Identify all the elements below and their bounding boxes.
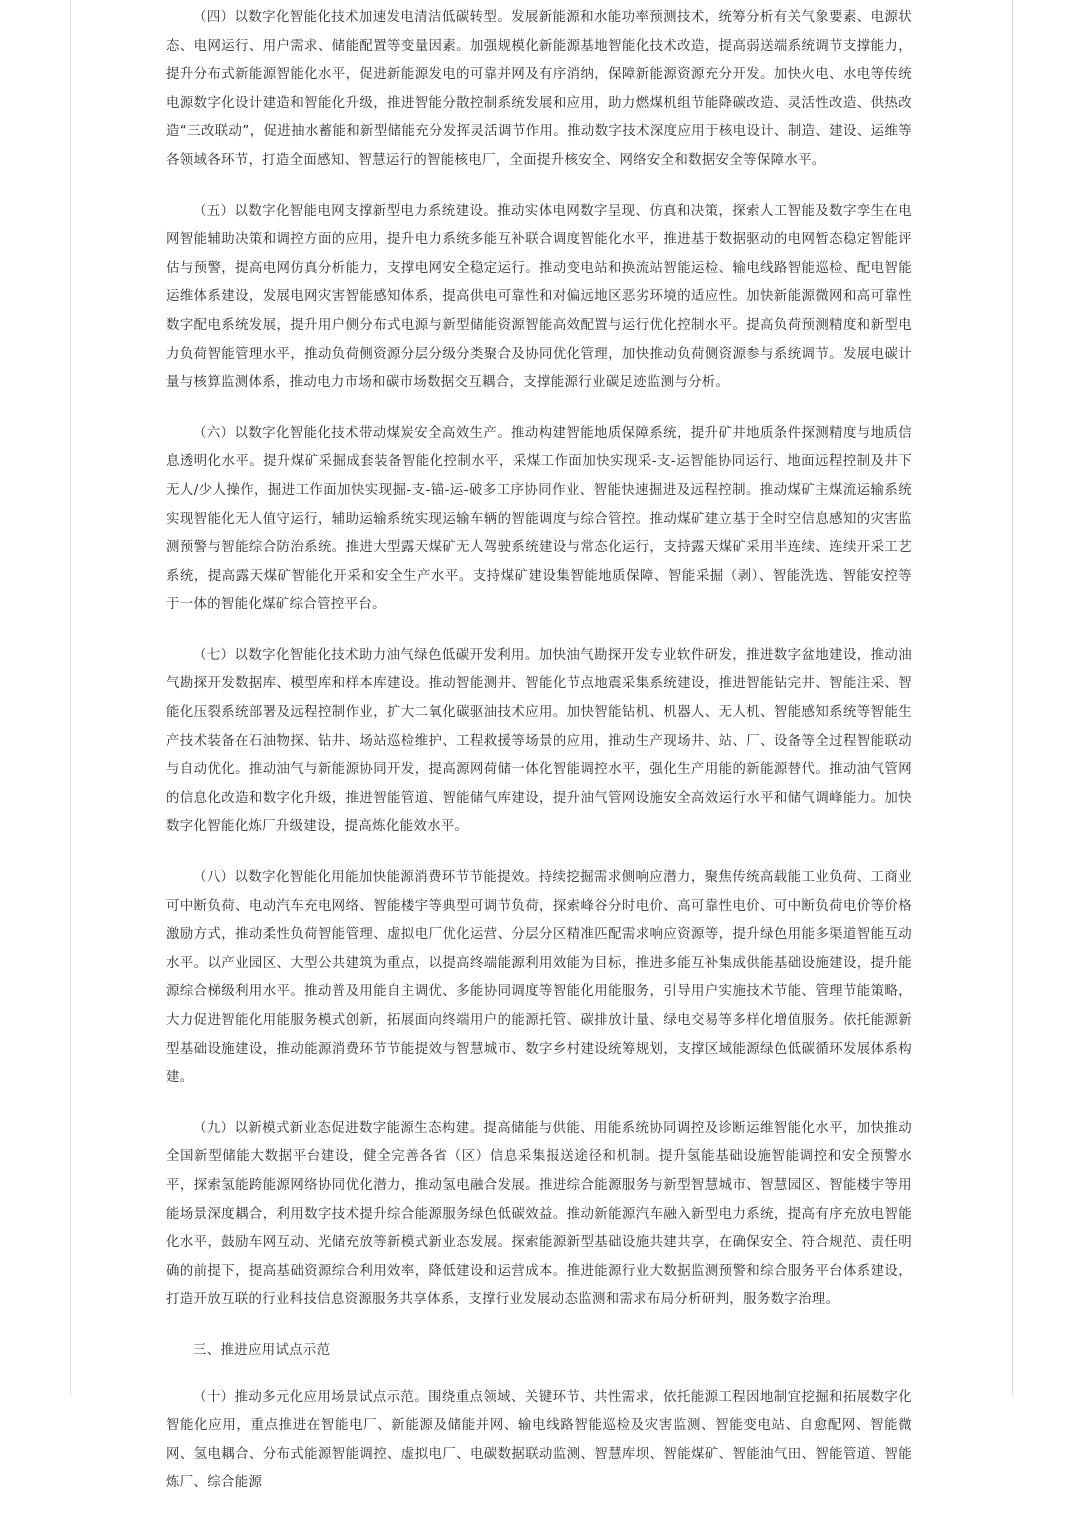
page-edge-left <box>70 0 71 1395</box>
paragraph-9: （九）以新模式新业态促进数字能源生态构建。提高储能与供能、用能系统协同调控及诊断运维智能化水平，加快推动全国新型储能大数据平台建设，健全完善各省（区）信息采集报送途径和机制。提升氢能基础设施智能调控和安全预警水平，探索氢能跨能源网络协同优化潜力，推动氢电融合发展。推进综合能源服务与新型智慧城市、智慧园区、智能楼宇等用能场景深度耦合，利用数字技术提升综合能源服务绿色低碳效益。推动新能源汽车融入新型电力系统，提高有序充放电智能化水平，鼓励车网互动、光储充放等新模式新业态发展。探索能源新型基础设施共建共享，在确保安全、符合规范、责任明确的前提下，提高基础资源综合利用效率，降低建设和运营成本。推进能源行业大数据监测预警和综合服务平台体系建设，打造开放互联的行业科技信息资源服务共享体系，支撑行业发展动态监测和需求布局分析研判，服务数字治理。 <box>166 1120 912 1308</box>
document-body <box>166 4 912 1520</box>
paragraph-4: （四）以数字化智能化技术加速发电清洁低碳转型。发展新能源和水能功率预测技术，统筹分析有关气象要素、电源状态、电网运行、用户需求、储能配置等变量因素。加强规模化新能源基地智能化技术改造，提高弱送端系统调节支撑能力，提升分布式新能源智能化水平，促进新能源发电的可靠并网及有序消纳，保障新能源资源充分开发。加快火电、水电等传统电源数字化设计建造和智能化升级，推进智能分散控制系统发展和应用，助力燃煤机组节能降碳改造、灵活性改造、供热改造“三改联动”，促进抽水蓄能和新型储能充分发挥灵活调节作用。推动数字技术深度应用于核电设计、制造、建设、运维等各领域各环节，打造全面感知、智慧运行的智能核电厂，全面提升核安全、网络安全和数据安全等保障水平。 <box>166 10 912 168</box>
paragraph-6: （六）以数字化智能化技术带动煤炭安全高效生产。推动构建智能地质保障系统，提升矿井地质条件探测精度与地质信息透明化水平。提升煤矿采掘成套装备智能化控制水平，采煤工作面加快实现采-支-运智能协同运行、地面远程控制及井下无人/少人操作，掘进工作面加快实现掘-支-锚-运-破多工序协同作业、智能快速掘进及远程控制。推动煤矿主煤流运输系统实现智能化无人值守运行，辅助运输系统实现运输车辆的智能调度与综合管控。推动煤矿建立基于全时空信息感知的灾害监测预警与智能综合防治系统。推进大型露天煤矿无人驾驶系统建设与常态化运行，支持露天煤矿采用半连续、连续开采工艺系统，提高露天煤矿智能化开采和安全生产水平。支持煤矿建设集智能地质保障、智能采掘（剥）、智能洗选、智能安控等于一体的智能化煤矿综合管控平台。 <box>166 425 912 613</box>
paragraph-8: （八）以数字化智能化用能加快能源消费环节节能提效。持续挖掘需求侧响应潜力，聚焦传统高载能工业负荷、工商业可中断负荷、电动汽车充电网络、智能楼宇等典型可调节负荷，探索峰谷分时电价、高可靠性电价、可中断负荷电价等价格激励方式，推动柔性负荷智能管理、虚拟电厂优化运营、分层分区精准匹配需求响应资源等，提升绿色用能多渠道智能互动水平。以产业园区、大型公共建筑为重点，以提高终端能源利用效能为目标，推进多能互补集成供能基础设施建设，提升能源综合梯级利用水平。推动普及用能自主调优、多能协同调度等智能化用能服务，引导用户实施技术节能、管理节能策略，大力促进智能化用能服务模式创新，拓展面向终端用户的能源托管、碳排放计量、绿电交易等多样化增值服务。依托能源新型基础设施建设，推动能源消费环节节能提效与智慧城市、数字乡村建设统筹规划，支撑区域能源绿色低碳循环发展体系构建。 <box>166 870 912 1086</box>
paragraph-10: （十）推动多元化应用场景试点示范。围绕重点领域、关键环节、共性需求，依托能源工程因地制宜挖掘和拓展数字化智能化应用，重点推进在智能电厂、新能源及储能并网、输电线路智能巡检及灾害监测、智能变电站、自愈配网、智能微网、氢电耦合、分布式能源智能调控、虚拟电厂、电碳数据联动监测、智慧库坝、智能煤矿、智能油气田、智能管道、智能炼厂、综合能源 <box>166 1389 912 1491</box>
section-heading: 三、推进应用试点示范 <box>193 1342 331 1358</box>
paragraph-7: （七）以数字化智能化技术助力油气绿色低碳开发利用。加快油气勘探开发专业软件研发，推进数字盆地建设，推动油气勘探开发数据库、模型库和样本库建设。推动智能测井、智能化节点地震采集系统建设，推进智能钻完井、智能注采、智能化压裂系统部署及远程控制作业，扩大二氧化碳驱油技术应用。加快智能钻机、机器人、无人机、智能感知系统等智能生产技术装备在石油物探、钻井、场站巡检维护、工程救援等场景的应用，推动生产现场井、站、厂、设备等全过程智能联动与自动优化。推动油气与新能源协同开发，提高源网荷储一体化智能调控水平，强化生产用能的新能源替代。推动油气管网的信息化改造和数字化升级，推进智能管道、智能储气库建设，提升油气管网设施安全高效运行水平和储气调峰能力。加快数字化智能化炼厂升级建设，提高炼化能效水平。 <box>166 647 912 835</box>
page-edge-right <box>1012 0 1013 1395</box>
paragraph-5: （五）以数字化智能电网支撑新型电力系统建设。推动实体电网数字呈现、仿真和决策，探索人工智能及数字孪生在电网智能辅助决策和调控方面的应用，提升电力系统多能互补联合调度智能化水平，推进基于数据驱动的电网暂态稳定智能评估与预警，提高电网仿真分析能力，支撑电网安全稳定运行。推动变电站和换流站智能运检、输电线路智能巡检、配电智能运维体系建设，发展电网灾害智能感知体系，提高供电可靠性和对偏远地区恶劣环境的适应性。加快新能源微网和高可靠性数字配电系统发展，提升用户侧分布式电源与新型储能资源智能高效配置与运行优化控制水平。提高负荷预测精度和新型电力负荷智能管理水平，推动负荷侧资源分层分级分类聚合及协同优化管理，加快推动负荷侧资源参与系统调节。发展电碳计量与核算监测体系，推动电力市场和碳市场数据交互耦合，支撑能源行业碳足迹监测与分析。 <box>166 203 912 391</box>
